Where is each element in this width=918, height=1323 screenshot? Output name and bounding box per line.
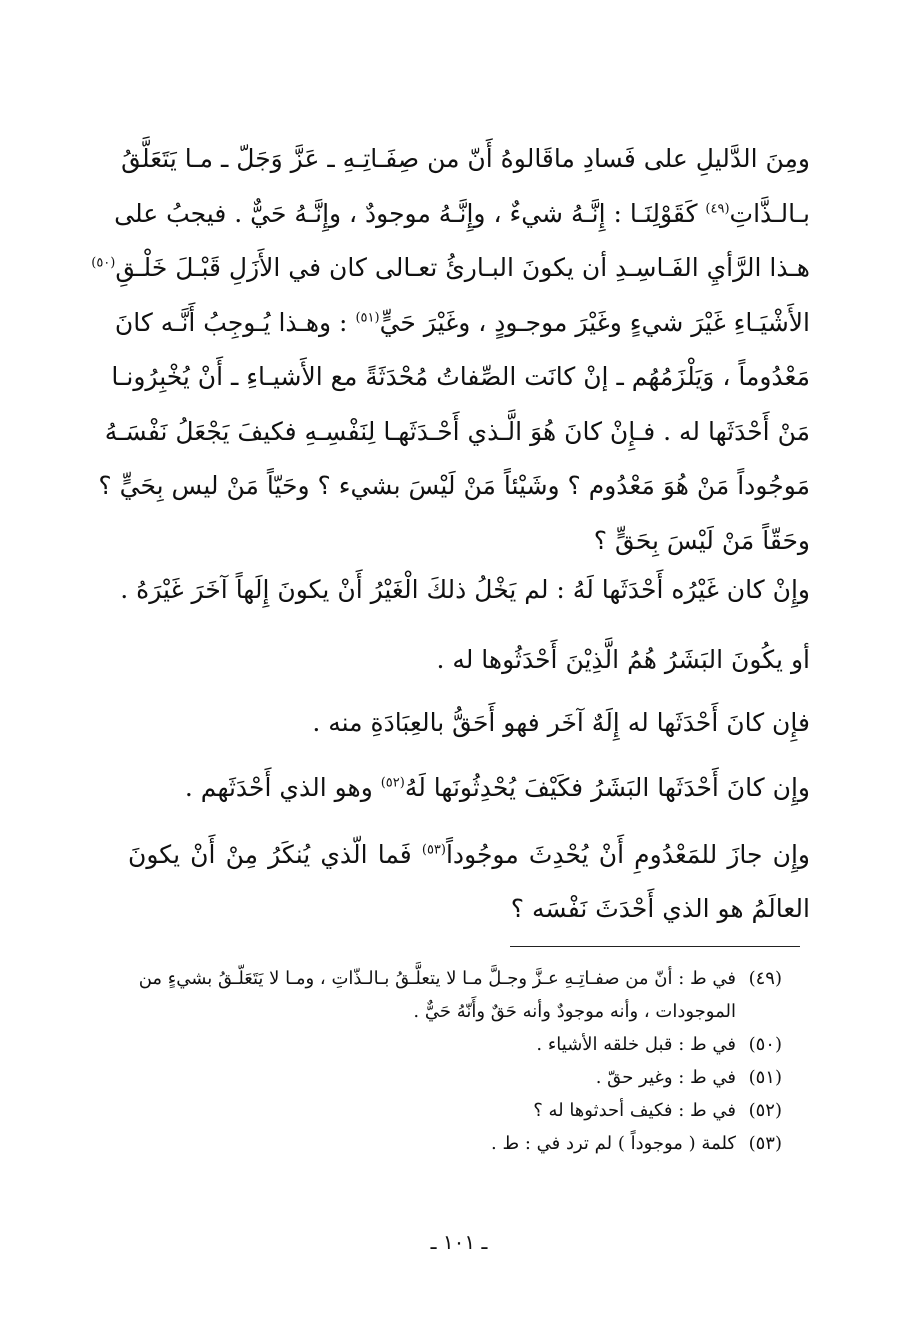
stanza-text: وهو الذي أَحْدَثَهم . [184,773,373,802]
footnote-ref-53[interactable]: (٥٣) [421,842,446,858]
footnote-ref-52[interactable]: (٥٢) [380,775,405,791]
footnote-50 [100,1028,782,1061]
footnote-49-continued [100,995,782,1028]
text-line: العالَمُ هو الذي أَحْدَثَ نَفْسَه ؟ [510,894,810,923]
footnote-51 [100,1061,782,1094]
stanza-text: وإِنْ كان غَيْرُه أَحْدَثَها لَهُ : لم يَخْلُ ذلكَ الْغَيْرُ أَنْ يكونَ إِلَهاً آخَرَ غَيْرَهُ . [120,575,810,604]
footnote-text: في ط : قبل خلقه الأشياء . [536,1034,736,1055]
stanza-text: فإِن كانَ أَحْدَثَها له إِلَهٌ آخَر فهو أَحَقُّ بالعِبَادَةِ منه . [312,708,810,737]
footnotes [100,962,782,1160]
footnote-text: في ط : فكيف أحدثوها له ؟ [533,1100,736,1121]
text-line: بـالـذَّاتِ$^{(٤٩)}$ كَقَوْلِنَـا : إِنَّـهُ شيءٌ ، وإِنَّـهُ موجودٌ ، وإِنَّـهُ حَيٌّ . فيجبُ على [114,198,810,228]
footnote-text: في ط : وغير حقّ . [595,1067,736,1088]
footnote-ref-49[interactable]: (٤٩) [705,201,730,217]
footnote-text: في ط : أنّ من صفـاتِـهِ عـزَّ وجـلَّ مـا لا يتعلَّـقُ بـالـذّاتِ ، ومـا لا يَتَعَلّـقُ بشيءٍ من [138,968,736,989]
stanza-text: أو يكُونَ البَشَرُ هُمُ الَّذِيْنَ أَحْدَثُوها له . [436,645,810,674]
text-line: ومِنَ الدَّليلِ على فَسادِ ماقَالوهُ أَنّ من صِفَـاتِـهِ ـ عَزَّ وَجَلّ ـ مـا يَتَعَلَّقُ [121,144,810,173]
footnote-49 [100,962,782,995]
footnote-ref-50[interactable]: (٥٠) [91,255,116,271]
text-line: هـذا الرَّأيِ الفَـاسِـدِ أن يكونَ البـارئُ تعـالى كان في الأَزَلِ قَبْـلَ خَلْـقِ$^{(٥٠)}$ [91,253,810,282]
footnote-text: الموجودات ، وأنه موجودٌ وأنه حَقٌ وأَنّهُ حَيٌّ . [413,1001,736,1022]
text-line: مَوجُوداً مَنْ هُوَ مَعْدُوم ؟ وشَيْئاً مَنْ لَيْسَ بشيء ؟ وحَيّاً مَنْ ليس بِحَيٍّ ؟ [98,471,810,500]
footnote-separator [510,946,800,947]
stanza-line-2 [436,645,810,674]
footnote-ref-51[interactable]: (٥١) [355,310,380,326]
footnote-number: (٥٠) [748,1034,782,1055]
text-line: مَنْ أَحْدَثَها له . فـإِنْ كانَ هُوَ الَّـذي أَحْـدَثَهـا لِنَفْسِـهِ فكيفَ يَجْعَلُ نَفْسَـهُ [104,416,810,446]
stanza-line-1 [120,575,810,604]
stanza-line-3 [312,708,810,737]
main-paragraph-1 [91,132,810,568]
text-line: الأَشْيَـاءِ غَيْرَ شيءٍ وغَيْرَ موجـودٍ ، وغَيْرَ حَيٍّ$^{(٥١)}$ : وهـذا يُـوجِبُ أَنَّـه كانَ [114,307,810,337]
footnote-number: (٥٣) [748,1133,782,1154]
stanza-line-4 [185,773,810,802]
text-line: وإِن جازَ للمَعْدُومِ أَنْ يُحْدِثَ موجُوداً$^{(٥٣)}$ فَما الّذي يُنكَرُ مِنْ أَنْ يكونَ [128,840,810,869]
footnote-53 [100,1127,782,1160]
footnote-number: (٥٢) [748,1100,782,1121]
stanza-line-5 [128,828,810,936]
text-line: مَعْدُوماً ، وَيَلْزَمُهُم ـ إنْ كانَت الصِّفاتُ مُحْدَثَةً مع الأَشيـاءِ ـ أَنْ يُخْبِرُونـا [111,362,810,391]
footnote-number: (٥١) [748,1067,782,1088]
page-number: ـ ١٠١ ـ [430,1230,488,1254]
text-line: وحَقّاً مَنْ لَيْسَ بِحَقٍّ ؟ [593,525,810,555]
footnote-52 [100,1094,782,1127]
footnote-number: (٤٩) [748,968,782,989]
footnote-text: كلمة ( موجوداً ) لم ترد في : ط . [491,1133,736,1154]
stanza-text: وإِن كانَ أَحْدَثَها البَشَرُ فكَيْفَ يُحْدِثُونَها لَهُ [404,773,810,802]
